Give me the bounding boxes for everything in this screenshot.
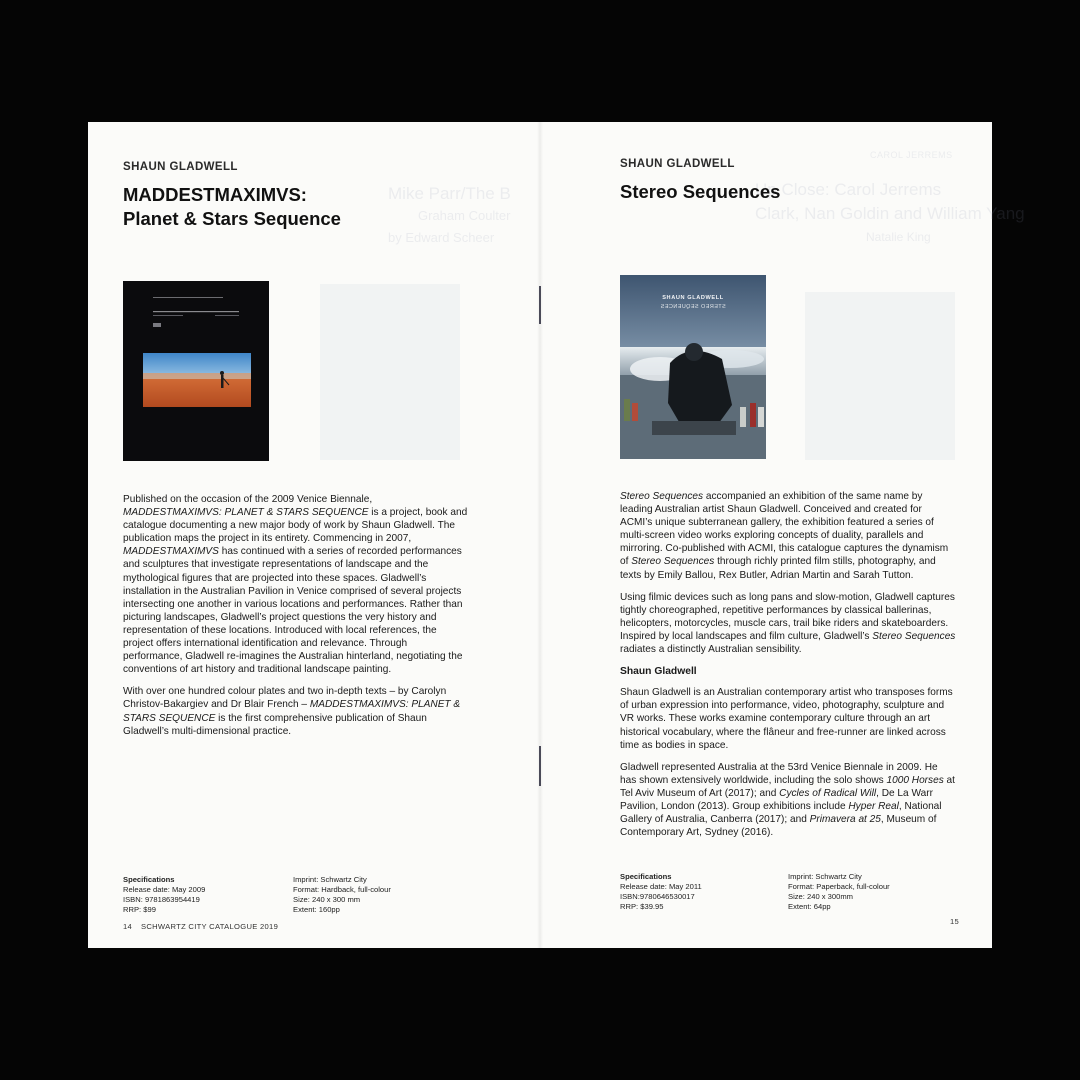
cover-artwork: [123, 281, 269, 461]
paragraph: With over one hundred colour plates and two in-depth texts – by Carolyn Christov-Bakargiev and Dr Blair French – MADDESTMAXIMVS: PLANET & STARS SEQUENCE is the first comprehensive publication of Shaun Gladwell’s multi-dimensional practice.: [123, 686, 461, 737]
paragraph: Gladwell represented Australia at the 53rd Venice Biennale in 2009. He has shown extensively worldwide, including the solo shows 1000 Horses at Tel Aviv Museum of Art (2017); and Cycles of Radical Will, De La Warr Pavilion, London (2013). Group exhibitions include Hyper Real, National Gallery of Australia, Canberra (2017); and Primavera at 25, Museum of Contemporary Art, Sydney (2016).: [620, 761, 955, 839]
paragraph: Shaun Gladwell is an Australian contemporary artist who transposes forms of urban expression into performance, video, photography, sculpture and VR works. These works examine contemporary culture through an art historical vocabulary, where the flâneur and free-runner are linked across time as bodies in space.: [620, 687, 953, 751]
left-page: [88, 122, 540, 948]
specs-extent: Extent: 64pp: [788, 902, 831, 911]
show-through-text: CAROL JERREMS: [870, 150, 953, 160]
show-through-text: by Edward Scheer: [388, 230, 495, 245]
catalogue-spread: [88, 122, 1025, 948]
specs-release: Release date: May 2011: [620, 882, 702, 891]
show-through-text: Mike Parr/The B: [388, 184, 511, 203]
show-through-image: [320, 284, 460, 460]
paragraph: Published on the occasion of the 2009 Venice Biennale, MADDESTMAXIMVS: PLANET & STARS SEQUENCE is a project, book and catalogue documenting a new major body of work by Shaun Gladwell. The publication maps the project in its entirety. Commencing in 2007, MADDESTMAXIMVS has continued with a series of recorded performances and sculptures that investigate representations of landscape and the mythological figures that are projected into these spaces. Gladwell’s installation in the Australian Pavilion in Venice comprised of several projects intersecting one another in various locations and performances. Rather than picturing landscapes, Gladwell’s project questions the very history and representation of these locations. Introduced with local references, the project offers international identification and relevance. Through performance, Gladwell re-imagines the Australian hinterland, negotiating the conventions of art history and traditional landscape painting.: [123, 494, 468, 676]
specifications-left: [123, 875, 205, 915]
specs-format: Format: Hardback, full-colour: [293, 885, 391, 894]
book-cover-maddestmaximvs: [123, 281, 269, 461]
specs-size: Size: 240 x 300 mm: [293, 895, 361, 904]
specs-release: Release date: May 2009: [123, 885, 206, 894]
show-through-text: Up Close: Carol Jerrems: [755, 180, 942, 199]
specs-rrp: RRP: $39.95: [620, 902, 664, 911]
paragraph: Stereo Sequences accompanied an exhibition of the same name by leading Australian artist Shaun Gladwell. Conceived and created for ACMI’s unique subterranean gallery, the exhibition featured a series of multi-screen video works exploring concepts of duality, parallels and mirroring. Co-published with ACMI, this catalogue captures the dynamism of Stereo Sequences through richly printed film stills, photography, and texts by Emily Ballou, Rex Butler, Adrian Martin and Sarah Tutton.: [620, 491, 949, 581]
author-label: SHAUN GLADWELL: [123, 161, 238, 173]
specs-imprint: Imprint: Schwartz City: [788, 872, 862, 881]
cover-title-text: STEREO SEQUENCES: [660, 304, 726, 310]
show-through-text: Graham Coulter: [418, 208, 511, 223]
cover-author-text: SHAUN GLADWELL: [662, 295, 724, 301]
specs-format: Format: Paperback, full-colour: [788, 882, 890, 891]
left-description: [123, 493, 468, 747]
specs-heading: Specifications: [123, 875, 175, 884]
bio-heading: Shaun Gladwell: [620, 666, 697, 678]
right-description: [620, 490, 956, 848]
book-title-line: Planet & Stars Sequence: [123, 208, 341, 229]
specs-size: Size: 240 x 300mm: [788, 892, 853, 901]
book-cover-stereo-sequences: [620, 275, 766, 459]
page-number: 14: [123, 922, 133, 931]
specs-heading: Specifications: [620, 872, 672, 881]
book-title-line: MADDESTMAXIMVS:: [123, 184, 307, 205]
show-through-text: Natalie King: [866, 230, 931, 244]
author-label: SHAUN GLADWELL: [620, 158, 735, 170]
running-footer: SCHWARTZ CITY CATALOGUE 2019: [141, 922, 279, 931]
specs-isbn: ISBN:9780646530017: [620, 892, 695, 901]
specifications-right-2: [788, 872, 890, 912]
right-page: [540, 122, 1025, 948]
book-title: Stereo Sequences: [620, 181, 781, 202]
specs-isbn: ISBN: 9781863954419: [123, 895, 200, 904]
show-through-text: Clark, Nan Goldin and William Yang: [755, 204, 1025, 223]
specs-imprint: Imprint: Schwartz City: [293, 875, 367, 884]
cover-artwork: [620, 275, 766, 459]
specs-rrp: RRP: $99: [123, 905, 156, 914]
specs-extent: Extent: 160pp: [293, 905, 340, 914]
show-through-image: [805, 292, 955, 460]
specifications-left-2: [293, 875, 391, 915]
book-title: [123, 183, 341, 231]
page-number: 15: [950, 917, 960, 926]
specifications-right: [620, 872, 702, 912]
paragraph: Using filmic devices such as long pans and slow-motion, Gladwell captures tightly choreographed, repetitive performances by classical ballerinas, helicopters, motorcycles, muscle cars, trail bike riders and skateboarders. Inspired by local landscapes and film culture, Gladwell’s Stereo Sequences radiates a distinctly Australian sensibility.: [620, 591, 956, 656]
